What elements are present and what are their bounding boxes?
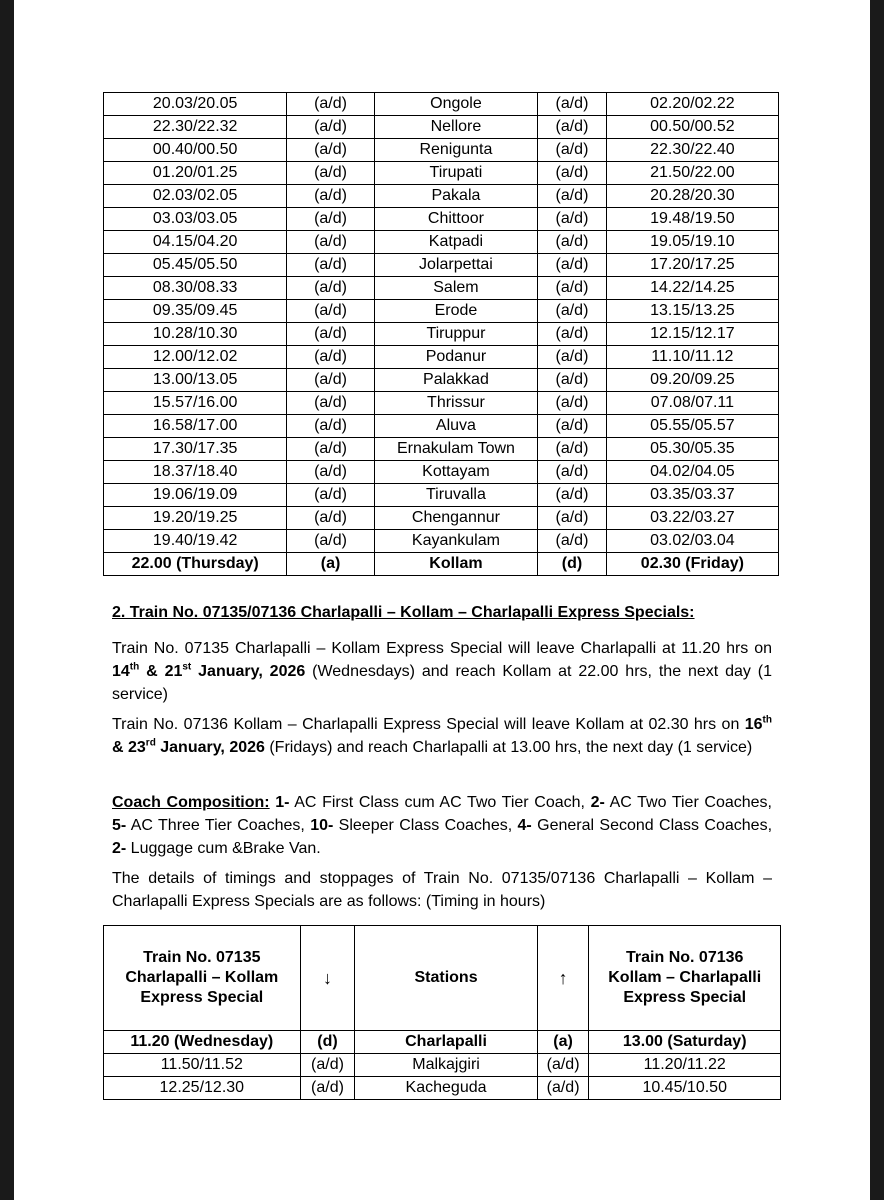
table-cell: 22.00 (Thursday) (104, 553, 287, 576)
table-row (104, 300, 779, 323)
table-cell: (a/d) (287, 300, 374, 323)
table-cell: (a/d) (538, 300, 607, 323)
table-cell: 03.03/03.05 (104, 208, 287, 231)
table-cell: (a/d) (300, 1054, 355, 1077)
table-cell: Kayankulam (374, 530, 537, 553)
table-cell: (a) (287, 553, 374, 576)
table-cell: (a/d) (538, 208, 607, 231)
table-cell: (a/d) (538, 116, 607, 139)
table-cell: 08.30/08.33 (104, 277, 287, 300)
table-cell: Chengannur (374, 507, 537, 530)
table-cell: Erode (374, 300, 537, 323)
table-cell: (a/d) (287, 93, 374, 116)
table-cell: (a/d) (538, 392, 607, 415)
table-cell: Nellore (374, 116, 537, 139)
paragraph-07136: Train No. 07136 Kollam – Charlapalli Express Special will leave Kollam at 02.30 hrs on 16th & 23rd January, 2026 (Fridays) and reach Charlapalli at 13.00 hrs, the next day (1 service) (112, 714, 772, 756)
table-cell: (a/d) (538, 162, 607, 185)
table-cell: 00.50/00.52 (606, 116, 778, 139)
table-cell: 19.20/19.25 (104, 507, 287, 530)
table-cell: Kacheguda (355, 1077, 537, 1100)
header-train-07136: Train No. 07136 Kollam – Charlapalli Express Special (589, 926, 781, 1031)
table-row (104, 392, 779, 415)
table-cell: 05.45/05.50 (104, 254, 287, 277)
table-cell: 03.35/03.37 (606, 484, 778, 507)
timetable-lower (103, 925, 781, 1100)
table-cell: 03.22/03.27 (606, 507, 778, 530)
table-cell: 09.20/09.25 (606, 369, 778, 392)
table-cell: (a/d) (538, 93, 607, 116)
table-cell: 17.30/17.35 (104, 438, 287, 461)
table-cell: (a/d) (538, 139, 607, 162)
table-cell: 11.10/11.12 (606, 346, 778, 369)
table-row (104, 346, 779, 369)
table-cell: 05.55/05.57 (606, 415, 778, 438)
table-cell: Pakala (374, 185, 537, 208)
table-cell: 00.40/00.50 (104, 139, 287, 162)
table-row (104, 507, 779, 530)
table-cell: 21.50/22.00 (606, 162, 778, 185)
table-row (104, 231, 779, 254)
table-row (104, 484, 779, 507)
table-cell: (a/d) (538, 461, 607, 484)
table-cell: 13.00 (Saturday) (589, 1031, 781, 1054)
table-cell: (a/d) (287, 323, 374, 346)
table-cell: Kollam (374, 553, 537, 576)
coach-composition: Coach Composition: 1- AC First Class cum AC Two Tier Coach, 2- AC Two Tier Coaches, 5- AC Three Tier Coaches, 10- Sleeper Class Coaches, 4- General Second Class Coaches, 2- Luggage cum &Brake Van. (112, 794, 773, 857)
table-row (104, 185, 779, 208)
section-heading: 2. Train No. 07135/07136 Charlapalli – Kollam – Charlapalli Express Specials: (112, 604, 695, 621)
table-row (104, 254, 779, 277)
table-row (104, 1054, 781, 1077)
table-row (104, 139, 779, 162)
table-cell: 10.45/10.50 (589, 1077, 781, 1100)
timetable-upper (103, 92, 779, 576)
table-cell: 11.50/11.52 (104, 1054, 301, 1077)
table-cell: (a/d) (538, 277, 607, 300)
table-cell: 20.03/20.05 (104, 93, 287, 116)
table-cell: (a/d) (538, 507, 607, 530)
table-row (104, 530, 779, 553)
table-cell: Jolarpettai (374, 254, 537, 277)
table-cell: 11.20 (Wednesday) (104, 1031, 301, 1054)
table-cell: 11.20/11.22 (589, 1054, 781, 1077)
table-cell: (a/d) (300, 1077, 355, 1100)
table-cell: (a/d) (287, 116, 374, 139)
table-cell: (a/d) (287, 346, 374, 369)
table-row-terminal (104, 553, 779, 576)
table-cell: Aluva (374, 415, 537, 438)
table-cell: (a/d) (287, 484, 374, 507)
table-cell: (a/d) (287, 369, 374, 392)
table-cell: 17.20/17.25 (606, 254, 778, 277)
table-cell: Tirupati (374, 162, 537, 185)
table-cell: (a/d) (287, 162, 374, 185)
table-cell: Podanur (374, 346, 537, 369)
table-cell: (a/d) (287, 530, 374, 553)
table-cell: (a/d) (538, 231, 607, 254)
table-cell: (a/d) (538, 369, 607, 392)
table-cell: (d) (538, 553, 607, 576)
table-cell: 12.25/12.30 (104, 1077, 301, 1100)
table-cell: Ernakulam Town (374, 438, 537, 461)
table-cell: 09.35/09.45 (104, 300, 287, 323)
table-cell: 10.28/10.30 (104, 323, 287, 346)
table-row (104, 369, 779, 392)
table-cell: (a/d) (538, 254, 607, 277)
table-row (104, 461, 779, 484)
table-cell: 16.58/17.00 (104, 415, 287, 438)
table-cell: 19.06/19.09 (104, 484, 287, 507)
table-cell: (a/d) (287, 438, 374, 461)
header-stations: Stations (355, 926, 537, 1031)
table-row (104, 162, 779, 185)
table-cell: 19.05/19.10 (606, 231, 778, 254)
table-row (104, 208, 779, 231)
table-cell: Renigunta (374, 139, 537, 162)
table-cell: (a/d) (287, 277, 374, 300)
table-cell: 05.30/05.35 (606, 438, 778, 461)
timing-details-intro: The details of timings and stoppages of Train No. 07135/07136 Charlapalli – Kollam – Charlapalli Express Specials are as follows: (Timing in hours) (112, 870, 772, 910)
table-cell: Tiruppur (374, 323, 537, 346)
up-arrow-icon: ↑ (537, 926, 589, 1031)
table-cell: (a/d) (287, 415, 374, 438)
table-cell: 15.57/16.00 (104, 392, 287, 415)
table-cell: 07.08/07.11 (606, 392, 778, 415)
table-cell: 12.00/12.02 (104, 346, 287, 369)
table-cell: Tiruvalla (374, 484, 537, 507)
table-header-row (104, 926, 781, 1031)
table-cell: 13.15/13.25 (606, 300, 778, 323)
table-cell: Malkajgiri (355, 1054, 537, 1077)
table-cell: 22.30/22.40 (606, 139, 778, 162)
table-cell: 14.22/14.25 (606, 277, 778, 300)
table-row (104, 438, 779, 461)
table-row (104, 116, 779, 139)
table-cell: Katpadi (374, 231, 537, 254)
table-cell: 02.30 (Friday) (606, 553, 778, 576)
table-cell: (a/d) (287, 185, 374, 208)
table-row (104, 1077, 781, 1100)
table-cell: (a/d) (287, 139, 374, 162)
table-row (104, 93, 779, 116)
table-cell: (a/d) (287, 392, 374, 415)
table-cell: 12.15/12.17 (606, 323, 778, 346)
table-cell: Charlapalli (355, 1031, 537, 1054)
paragraph-07135: Train No. 07135 Charlapalli – Kollam Express Special will leave Charlapalli at 11.20 hrs on 14th & 21st January, 2026 (Wednesdays) and reach Kollam at 22.00 hrs, the next day (1 service) (112, 640, 773, 703)
table-cell: 01.20/01.25 (104, 162, 287, 185)
table-cell: Salem (374, 277, 537, 300)
table-cell: 13.00/13.05 (104, 369, 287, 392)
table-cell: 02.03/02.05 (104, 185, 287, 208)
table-cell: (a/d) (538, 346, 607, 369)
table-cell: (a/d) (287, 254, 374, 277)
table-cell: 20.28/20.30 (606, 185, 778, 208)
table-cell: (a/d) (537, 1077, 589, 1100)
table-row (104, 415, 779, 438)
table-cell: (a/d) (538, 185, 607, 208)
table-cell: (a/d) (537, 1054, 589, 1077)
table-cell: (a/d) (287, 461, 374, 484)
document-page (14, 0, 870, 1200)
table-cell: 04.15/04.20 (104, 231, 287, 254)
table-cell: 18.37/18.40 (104, 461, 287, 484)
table-cell: (a/d) (538, 415, 607, 438)
header-train-07135: Train No. 07135 Charlapalli – Kollam Express Special (104, 926, 301, 1031)
table-cell: Kottayam (374, 461, 537, 484)
table-cell: (a) (537, 1031, 589, 1054)
table-cell: Ongole (374, 93, 537, 116)
table-row (104, 1031, 781, 1054)
table-cell: (a/d) (538, 438, 607, 461)
table-row (104, 277, 779, 300)
table-cell: (a/d) (287, 507, 374, 530)
table-cell: (a/d) (538, 323, 607, 346)
table-cell: 04.02/04.05 (606, 461, 778, 484)
table-cell: 03.02/03.04 (606, 530, 778, 553)
table-cell: 19.48/19.50 (606, 208, 778, 231)
table-cell: (a/d) (287, 231, 374, 254)
table-row (104, 323, 779, 346)
table-cell: (a/d) (287, 208, 374, 231)
down-arrow-icon: ↓ (300, 926, 355, 1031)
table-cell: (a/d) (538, 530, 607, 553)
table-cell: Thrissur (374, 392, 537, 415)
table-cell: 02.20/02.22 (606, 93, 778, 116)
table-cell: (a/d) (538, 484, 607, 507)
table-cell: Palakkad (374, 369, 537, 392)
table-cell: 22.30/22.32 (104, 116, 287, 139)
table-cell: 19.40/19.42 (104, 530, 287, 553)
table-cell: (d) (300, 1031, 355, 1054)
table-cell: Chittoor (374, 208, 537, 231)
